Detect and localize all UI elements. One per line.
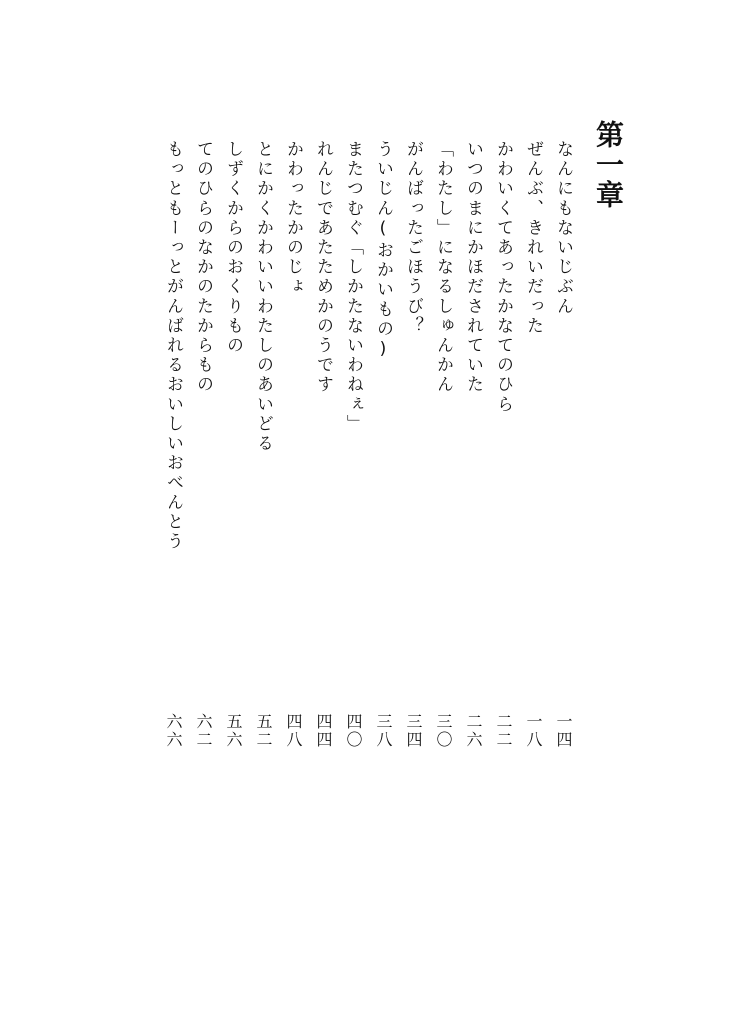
toc-entry-page: 一四 <box>554 713 573 749</box>
toc-entry-page: 三四 <box>404 713 423 749</box>
toc-entry-page: 四八 <box>284 713 303 749</box>
toc-entry <box>188 140 218 760</box>
toc-entry-page: 四〇 <box>344 713 363 749</box>
toc-entry <box>338 140 368 760</box>
toc-entry-title: いつのまにかほだされていた <box>463 140 483 395</box>
toc-entry-title: なんにもないじぶん <box>553 140 573 317</box>
toc-entry-title: またつむぐ「しかたないわねぇ」 <box>343 140 363 434</box>
toc-entry <box>278 140 308 760</box>
toc-entry-title: 「わたし」になるしゅんかん <box>433 140 453 395</box>
toc-entry <box>368 140 398 760</box>
chapter-title: 第一章 <box>592 120 625 210</box>
toc-entry <box>518 140 548 760</box>
table-of-contents <box>158 140 578 760</box>
toc-entry-title: ぜんぶ、きれいだった <box>523 140 543 336</box>
toc-entry-page: 三八 <box>374 713 393 749</box>
toc-entry-page: 五六 <box>224 713 243 749</box>
toc-entry-title: とにかくかわいいわたしのあいどる <box>253 140 273 454</box>
toc-entry-page: 二六 <box>464 713 483 749</box>
toc-entry-title: れんじであたためかのうです <box>313 140 333 395</box>
toc-entry-page: 四四 <box>314 713 333 749</box>
toc-entry <box>458 140 488 760</box>
toc-entry <box>398 140 428 760</box>
toc-entry-title: かわいくてあったかなてのひら <box>493 140 513 415</box>
toc-entry-title: ういじん(おかいもの) <box>373 140 393 362</box>
toc-entry <box>488 140 518 760</box>
toc-entry-title: もっともーっとがんばれるおいしいおべんとう <box>163 140 183 552</box>
toc-entry <box>428 140 458 760</box>
toc-entry <box>548 140 578 760</box>
toc-entry-title: がんばったごほうび？ <box>403 140 423 336</box>
toc-entry-page: 一八 <box>524 713 543 749</box>
toc-entry <box>218 140 248 760</box>
toc-entry <box>158 140 188 760</box>
toc-entry-title: てのひらのなかのたからもの <box>193 140 213 395</box>
toc-entry-page: 五二 <box>254 713 273 749</box>
toc-entry <box>248 140 278 760</box>
toc-entry-page: 二二 <box>494 713 513 749</box>
toc-entry-title: しずくからのおくりもの <box>223 140 243 356</box>
toc-entry-page: 六六 <box>164 713 183 749</box>
toc-entry-page: 三〇 <box>434 713 453 749</box>
toc-entry-title: かわったかのじょ <box>283 140 303 297</box>
toc-entry <box>308 140 338 760</box>
toc-entry-page: 六二 <box>194 713 213 749</box>
